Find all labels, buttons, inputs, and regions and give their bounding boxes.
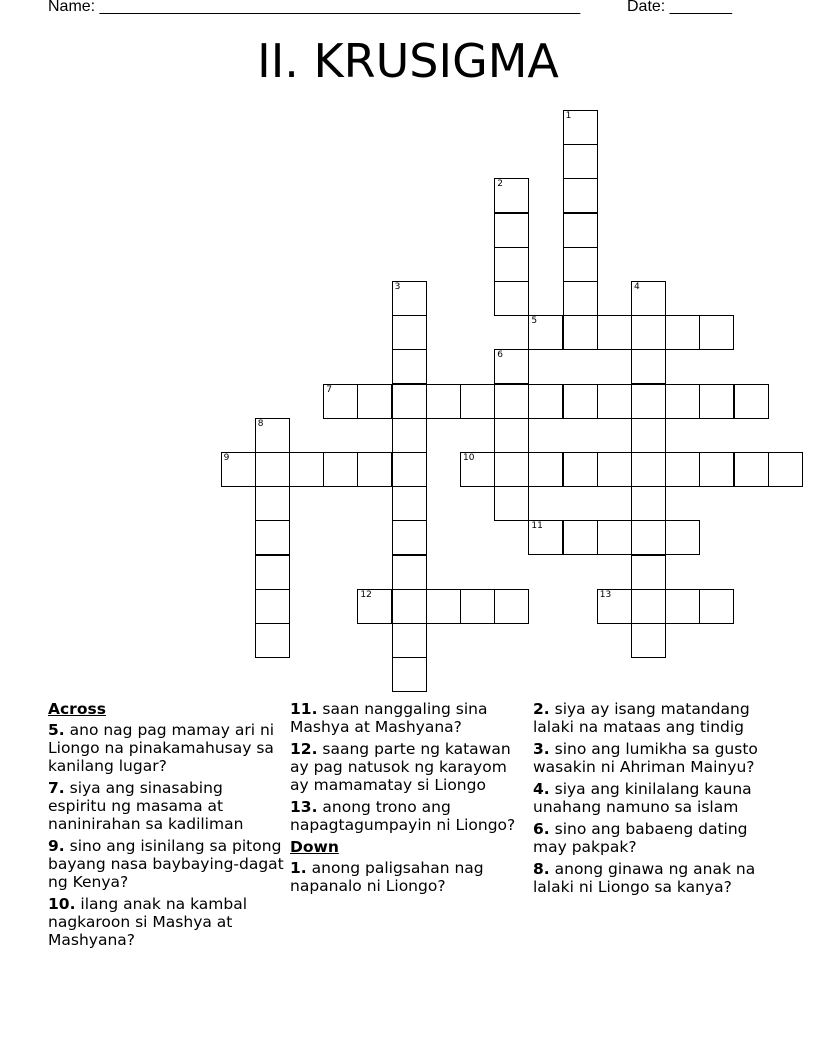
- grid-cell[interactable]: [528, 452, 563, 487]
- clues-column-1: [48, 700, 284, 953]
- cell-number: 1: [565, 111, 572, 121]
- grid-cell[interactable]: [392, 486, 427, 521]
- cell-number: 6: [497, 350, 503, 361]
- grid-cell[interactable]: [699, 452, 734, 487]
- grid-cell[interactable]: [597, 384, 632, 419]
- clue-across-5: [48, 721, 284, 775]
- grid-cell[interactable]: [255, 623, 290, 658]
- clue-down-6: [533, 820, 773, 856]
- grid-cell[interactable]: [631, 418, 666, 453]
- name-field-label: Name: ______________________________________________________: [48, 0, 581, 15]
- grid-cell[interactable]: [665, 315, 700, 350]
- grid-cell[interactable]: [665, 520, 700, 555]
- cell-number: 11: [531, 521, 543, 532]
- grid-cell[interactable]: [563, 144, 598, 179]
- grid-cell[interactable]: [392, 452, 427, 487]
- grid-cell[interactable]: [631, 589, 666, 624]
- grid-cell[interactable]: [460, 384, 495, 419]
- grid-cell[interactable]: [357, 384, 392, 419]
- grid-cell[interactable]: [563, 520, 598, 555]
- clue-text: saang parte ng katawan ay pag natusok ng karayom ay mamamatay si Liongo: [290, 740, 511, 794]
- grid-cell[interactable]: [460, 452, 495, 487]
- grid-cell[interactable]: [665, 384, 700, 419]
- grid-cell[interactable]: [597, 589, 632, 624]
- clue-number: 6.: [533, 820, 550, 838]
- clue-across-13: [290, 798, 526, 834]
- clue-text: sino ang isinilang sa pitong bayang nasa baybaying-dagat ng Kenya?: [48, 837, 284, 891]
- grid-cell[interactable]: [392, 657, 427, 692]
- grid-cell[interactable]: [768, 452, 803, 487]
- clue-number: 2.: [533, 700, 550, 718]
- clue-down-8: [533, 860, 773, 896]
- clues-column-2: [290, 700, 526, 899]
- grid-cell[interactable]: [597, 452, 632, 487]
- grid-cell[interactable]: [494, 486, 529, 521]
- clue-number: 13.: [290, 798, 318, 816]
- grid-cell[interactable]: [563, 452, 598, 487]
- grid-cell[interactable]: [563, 281, 598, 316]
- clue-number: 7.: [48, 779, 65, 797]
- clue-text: anong paligsahan nag napanalo ni Liongo?: [290, 859, 484, 895]
- grid-cell[interactable]: [631, 452, 666, 487]
- grid-cell[interactable]: [494, 213, 529, 248]
- grid-cell[interactable]: [597, 520, 632, 555]
- grid-cell[interactable]: [255, 452, 290, 487]
- grid-cell[interactable]: [255, 555, 290, 590]
- grid-cell[interactable]: [665, 589, 700, 624]
- down-heading: Down: [290, 838, 339, 856]
- grid-cell[interactable]: [563, 110, 598, 145]
- grid-cell[interactable]: [734, 384, 769, 419]
- grid-cell[interactable]: [255, 418, 290, 453]
- grid-cell[interactable]: [631, 349, 666, 384]
- grid-cell[interactable]: [631, 623, 666, 658]
- clue-number: 9.: [48, 837, 65, 855]
- grid-cell[interactable]: [392, 623, 427, 658]
- clue-across-12: [290, 740, 526, 794]
- grid-cell[interactable]: [255, 486, 290, 521]
- clue-across-9: [48, 837, 284, 891]
- clue-number: 10.: [48, 895, 76, 913]
- clue-down-1: [290, 859, 526, 895]
- grid-cell[interactable]: [494, 178, 529, 213]
- clue-number: 3.: [533, 740, 550, 758]
- grid-cell[interactable]: [426, 384, 461, 419]
- clue-down-4: [533, 780, 773, 816]
- clue-number: 1.: [290, 859, 307, 877]
- clue-text: saan nanggaling sina Mashya at Mashyana?: [290, 700, 488, 736]
- clue-text: sino ang babaeng dating may pakpak?: [533, 820, 748, 856]
- grid-cell[interactable]: [357, 452, 392, 487]
- grid-cell[interactable]: [494, 589, 529, 624]
- cell-number: 10: [463, 453, 475, 463]
- grid-cell[interactable]: [494, 418, 529, 453]
- grid-cell[interactable]: [221, 452, 256, 487]
- grid-cell[interactable]: [699, 589, 734, 624]
- grid-cell[interactable]: [734, 452, 769, 487]
- grid-cell[interactable]: [563, 178, 598, 213]
- grid-cell[interactable]: [494, 247, 529, 282]
- clue-text: siya ay isang matandang lalaki na mataas ang tindig: [533, 700, 750, 736]
- grid-cell[interactable]: [563, 315, 598, 350]
- grid-cell[interactable]: [392, 349, 427, 384]
- clue-down-3: [533, 740, 773, 776]
- grid-cell[interactable]: [392, 520, 427, 555]
- grid-cell[interactable]: [597, 315, 632, 350]
- cell-number: 12: [360, 589, 372, 600]
- clue-text: siya ang kinilalang kauna unahang namuno sa islam: [533, 780, 752, 816]
- grid-cell[interactable]: [392, 281, 427, 316]
- grid-cell[interactable]: [357, 589, 392, 624]
- grid-cell[interactable]: [323, 384, 358, 419]
- grid-cell[interactable]: [494, 384, 529, 419]
- cell-number: 8: [257, 418, 264, 429]
- grid-cell[interactable]: [528, 384, 563, 419]
- clue-text: ano nag pag mamay ari ni Liongo na pinakamahusay sa kanilang lugar?: [48, 721, 275, 775]
- grid-cell[interactable]: [392, 555, 427, 590]
- grid-cell[interactable]: [563, 247, 598, 282]
- cell-number: 13: [599, 589, 612, 600]
- cell-number: 4: [634, 282, 640, 292]
- clue-number: 4.: [533, 780, 550, 798]
- grid-cell[interactable]: [528, 520, 563, 555]
- grid-cell[interactable]: [563, 213, 598, 248]
- cell-number: 9: [223, 453, 230, 463]
- clue-across-10: [48, 895, 284, 949]
- grid-cell[interactable]: [631, 486, 666, 521]
- grid-cell[interactable]: [289, 452, 324, 487]
- clue-across-11: [290, 700, 526, 736]
- grid-cell[interactable]: [392, 384, 427, 419]
- page-title: II. KRUSIGMA: [257, 34, 559, 88]
- grid-cell[interactable]: [494, 349, 529, 384]
- clue-text: anong ginawa ng anak na lalaki ni Liongo sa kanya?: [533, 860, 756, 896]
- clue-down-2: [533, 700, 773, 736]
- cell-number: 3: [394, 282, 401, 292]
- grid-cell[interactable]: [494, 281, 529, 316]
- grid-cell[interactable]: [460, 589, 495, 624]
- clue-number: 12.: [290, 740, 318, 758]
- grid-cell[interactable]: [631, 520, 666, 555]
- grid-cell[interactable]: [392, 315, 427, 350]
- clue-text: siya ang sinasabing espiritu ng masama at naninirahan sa kadiliman: [48, 779, 244, 833]
- grid-cell[interactable]: [255, 589, 290, 624]
- clue-number: 11.: [290, 700, 318, 718]
- cell-number: 2: [497, 179, 503, 190]
- grid-cell[interactable]: [699, 384, 734, 419]
- clues-column-3: [533, 700, 773, 900]
- grid-cell[interactable]: [631, 384, 666, 419]
- cell-number: 7: [326, 384, 332, 395]
- clue-text: anong trono ang napagtagumpayin ni Liongo?: [290, 798, 516, 834]
- grid-cell[interactable]: [631, 555, 666, 590]
- clue-text: ilang anak na kambal nagkaroon si Mashya at Mashyana?: [48, 895, 248, 949]
- grid-cell[interactable]: [323, 452, 358, 487]
- grid-cell[interactable]: [255, 520, 290, 555]
- clue-across-7: [48, 779, 284, 833]
- cell-number: 5: [531, 316, 538, 327]
- grid-cell[interactable]: [494, 452, 529, 487]
- grid-cell[interactable]: [699, 315, 734, 350]
- grid-cell[interactable]: [665, 452, 700, 487]
- grid-cell[interactable]: [528, 315, 563, 350]
- grid-cell[interactable]: [392, 589, 427, 624]
- across-heading: Across: [48, 700, 106, 718]
- grid-cell[interactable]: [631, 281, 666, 316]
- clue-number: 8.: [533, 860, 550, 878]
- clue-text: sino ang lumikha sa gusto wasakin ni Ahriman Mainyu?: [533, 740, 758, 776]
- clue-number: 5.: [48, 721, 65, 739]
- grid-cell[interactable]: [563, 384, 598, 419]
- grid-cell[interactable]: [426, 589, 461, 624]
- grid-cell[interactable]: [631, 315, 666, 350]
- date-field-label: Date: _______: [627, 0, 732, 15]
- grid-cell[interactable]: [392, 418, 427, 453]
